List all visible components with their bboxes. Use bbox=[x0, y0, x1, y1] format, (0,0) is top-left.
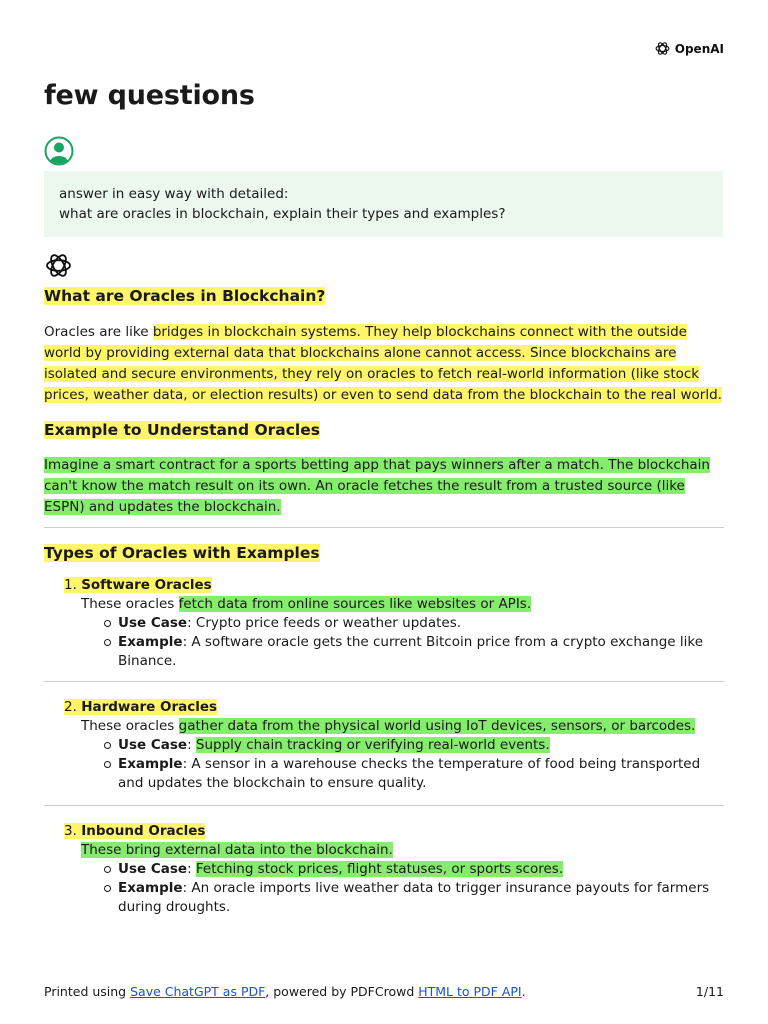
openai-logo-icon bbox=[654, 40, 671, 57]
use-case: Use Case: Fetching stock prices, flight statuses, or sports scores. bbox=[118, 860, 724, 879]
heading-types: Types of Oracles with Examples bbox=[44, 544, 320, 562]
brand-header bbox=[654, 40, 724, 57]
list-item: 1. Software Oracles These oracles fetch data from online sources like websites or APIs. Use Case: Crypto price feeds or weather updates. Example: A software oracle gets the current Bitcoin price from a crypto exchange like Binance. bbox=[44, 576, 724, 682]
prompt-line-1: answer in easy way with detailed: bbox=[59, 186, 289, 202]
page-title: few questions bbox=[44, 80, 255, 111]
save-chatgpt-pdf-link[interactable]: Save ChatGPT as PDF bbox=[130, 984, 266, 999]
list-item: 3. Inbound Oracles These bring external data into the blockchain. Use Case: Fetching stock prices, flight statuses, or sports scores. Example: An oracle imports live weather data to trigger insurance payouts for farmers during droughts. bbox=[44, 822, 724, 917]
footer-credit: Printed using Save ChatGPT as PDF, powered by PDFCrowd HTML to PDF API. bbox=[44, 984, 526, 999]
html-to-pdf-api-link[interactable]: HTML to PDF API bbox=[418, 984, 522, 999]
divider bbox=[44, 681, 724, 682]
example: Example: A sensor in a warehouse checks the temperature of food being transported and updates the blockchain to ensure quality. bbox=[118, 755, 724, 793]
use-case: Use Case: Supply chain tracking or verifying real-world events. bbox=[118, 736, 724, 755]
use-case: Use Case: Crypto price feeds or weather updates. bbox=[118, 614, 724, 633]
paragraph-example: Imagine a smart contract for a sports betting app that pays winners after a match. The blockchain can't know the match result on its own. An oracle fetches the result from a trusted source (like ESPN) and updates the blockchain. bbox=[44, 457, 710, 515]
print-footer bbox=[44, 984, 724, 999]
list-item: 2. Hardware Oracles These oracles gather data from the physical world using IoT devices, sensors, or barcodes. Use Case: Supply chain tracking or verifying real-world events. Example: A sensor in a warehouse checks the temperature of food being transported and updates the blockchain to ensure quality. bbox=[44, 698, 724, 806]
page-number: 1/11 bbox=[695, 984, 724, 999]
user-prompt bbox=[44, 171, 723, 237]
prompt-line-2: what are oracles in blockchain, explain their types and examples? bbox=[59, 206, 506, 222]
example: Example: A software oracle gets the current Bitcoin price from a crypto exchange like Binance. bbox=[118, 633, 724, 671]
chatgpt-logo-icon bbox=[44, 251, 73, 280]
heading-what-are-oracles: What are Oracles in Blockchain? bbox=[44, 287, 326, 305]
user-avatar-icon bbox=[44, 136, 74, 166]
assistant-answer bbox=[44, 283, 724, 917]
heading-example: Example to Understand Oracles bbox=[44, 421, 320, 439]
oracle-types-list bbox=[44, 576, 724, 917]
example: Example: An oracle imports live weather data to trigger insurance payouts for farmers during droughts. bbox=[118, 879, 724, 917]
divider bbox=[44, 805, 724, 806]
paragraph-definition: Oracles are like bridges in blockchain systems. They help blockchains connect with the outside world by providing external data that blockchains alone cannot access. Since blockchains are isolated and secure environments, they rely on oracles to fetch real-world information (like stock prices, weather data, or election results) or even to send data from the blockchain to the real world. bbox=[44, 324, 722, 403]
brand-name: OpenAI bbox=[674, 41, 724, 56]
divider bbox=[44, 527, 724, 528]
